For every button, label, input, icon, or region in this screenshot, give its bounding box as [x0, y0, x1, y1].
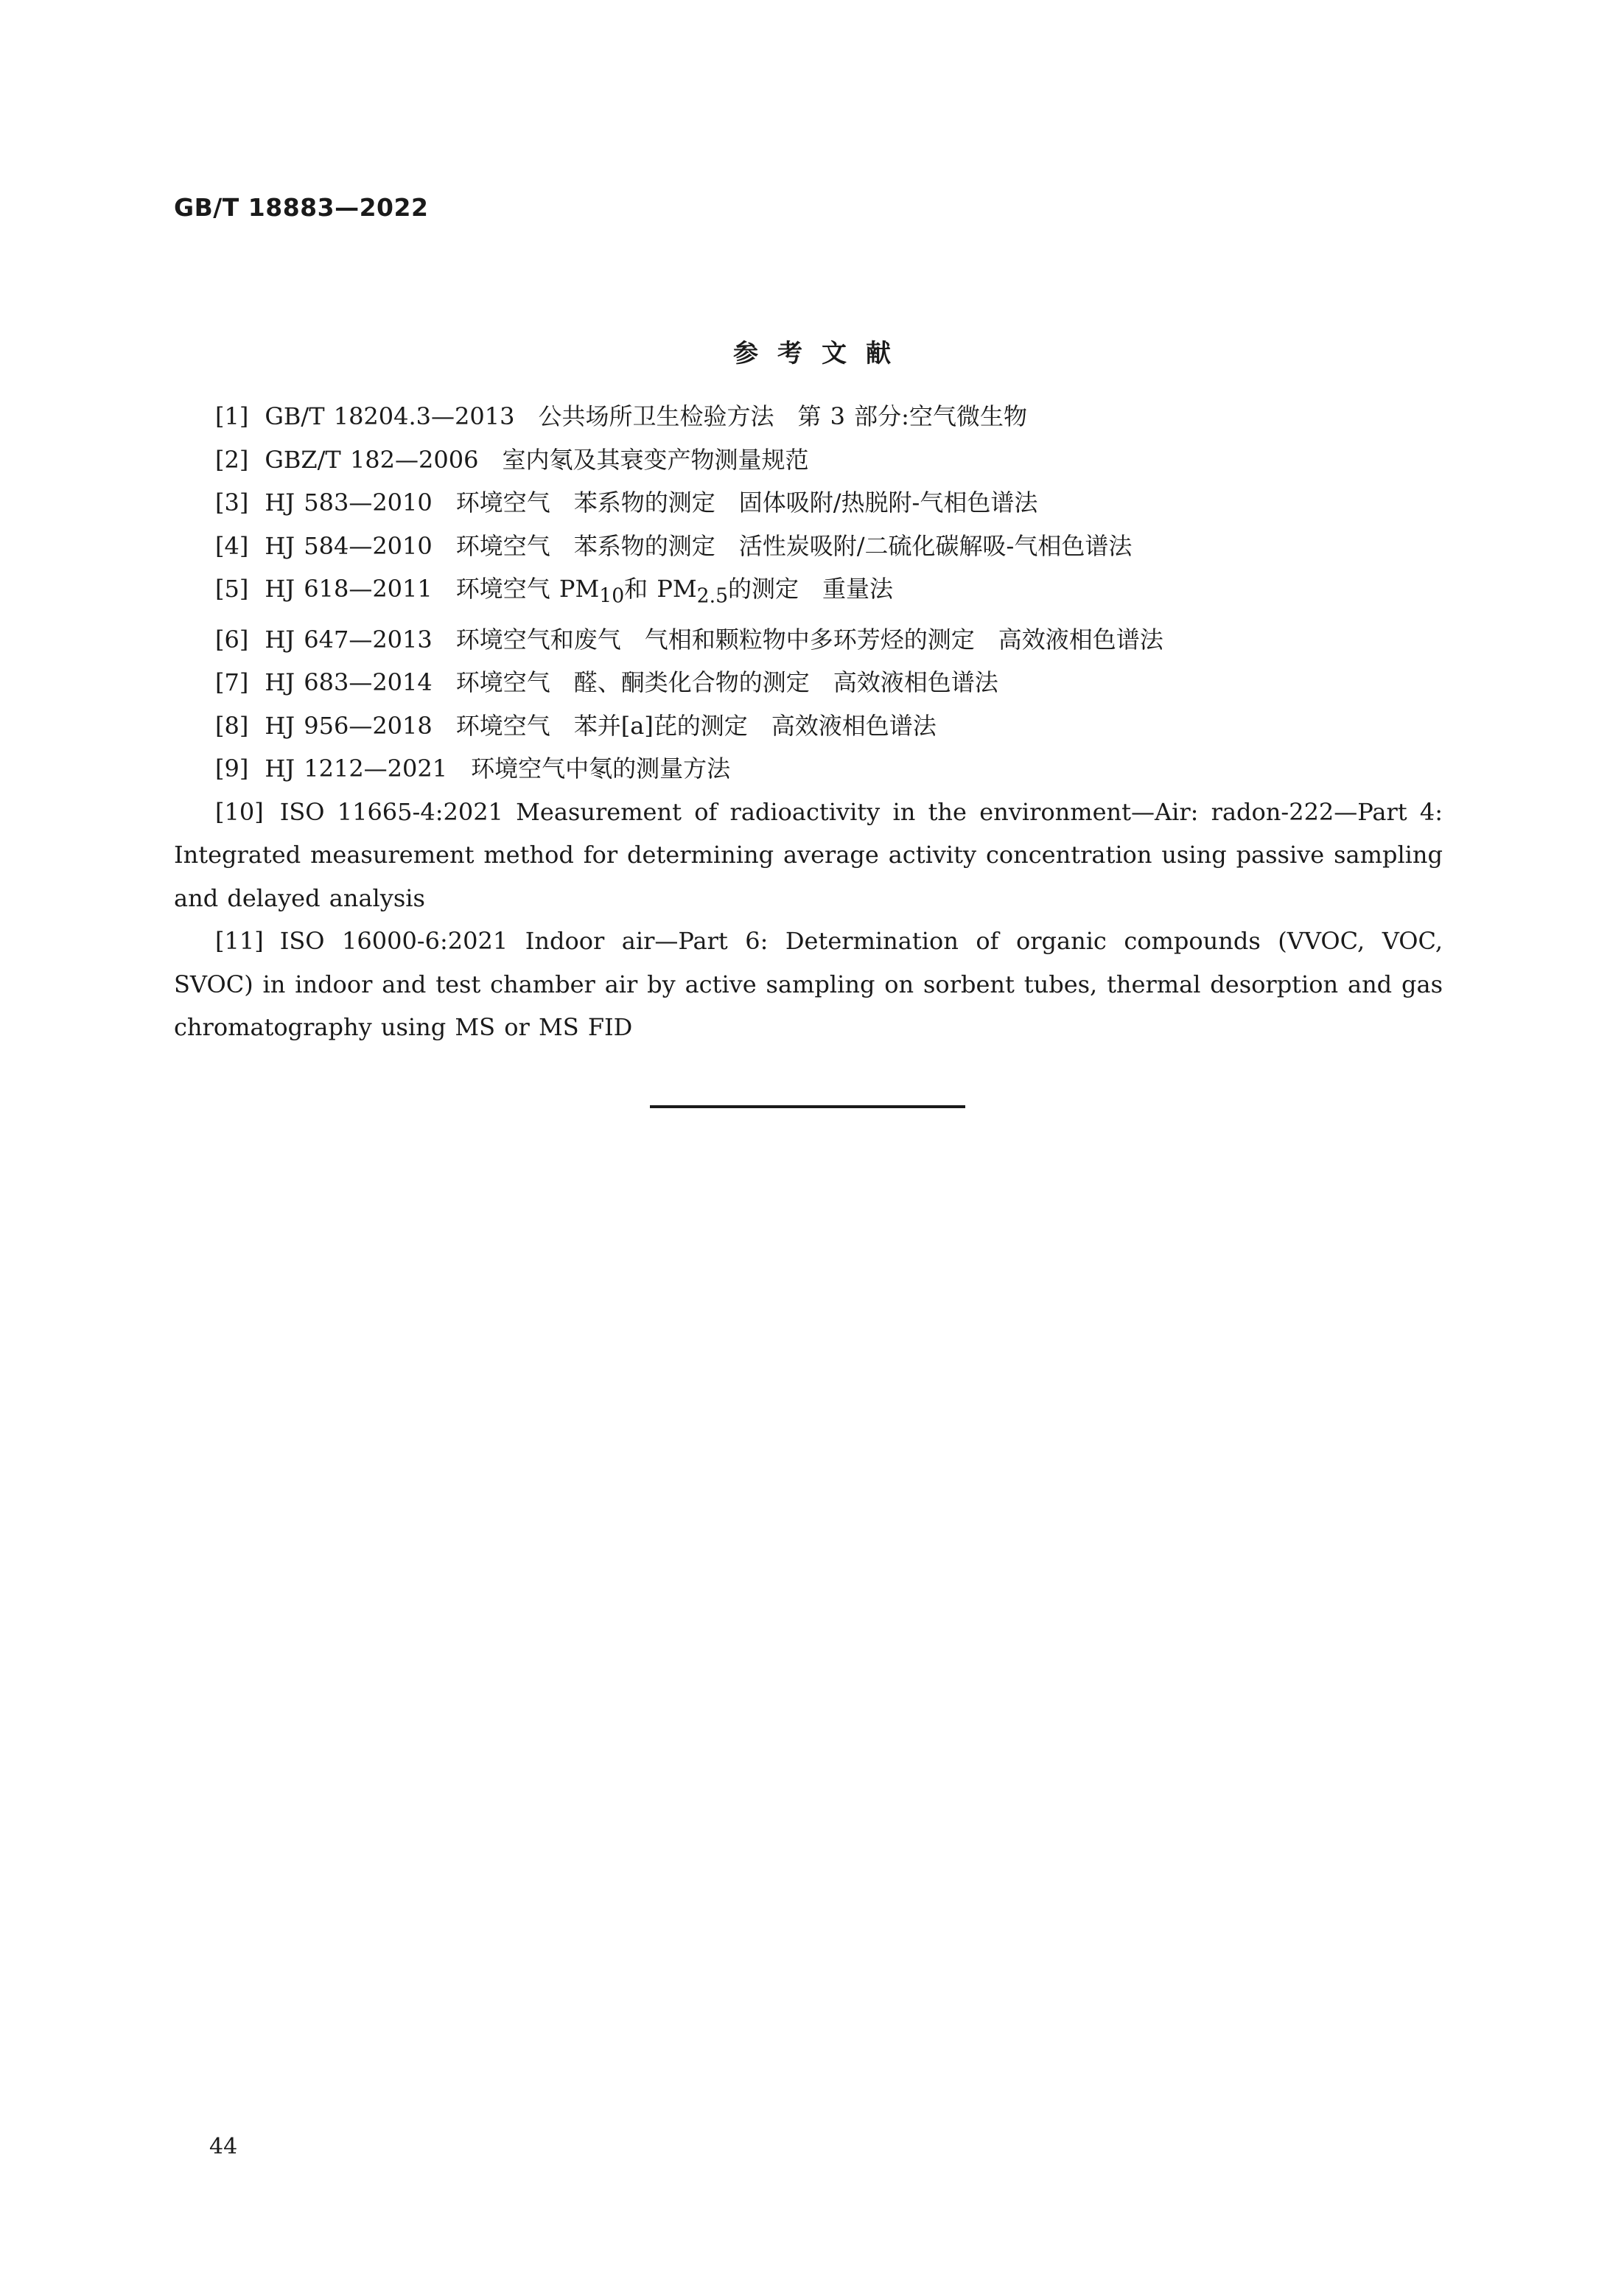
reference-number: [7]	[215, 668, 249, 697]
reference-item-3	[174, 481, 1443, 525]
subscript-pm25: 2.5	[696, 584, 729, 608]
reference-item-1	[174, 395, 1443, 438]
reference-item-10	[174, 791, 1443, 920]
reference-text: GB/T 18204.3—2013 公共场所卫生检验方法 第 3 部分:空气微生物	[265, 402, 1027, 430]
reference-text: HJ 683—2014 环境空气 醛、酮类化合物的测定 高效液相色谱法	[265, 668, 998, 697]
reference-number: [2]	[215, 445, 249, 474]
reference-text: HJ 584—2010 环境空气 苯系物的测定 活性炭吸附/二硫化碳解吸-气相色谱法	[265, 531, 1133, 560]
reference-text: ISO 16000-6:2021 Indoor air—Part 6: Determination of organic compounds (VVOC, VOC, SVOC) in indoor and test chamber air by active sampling on sorbent tubes, thermal desorption and gas chromatography using MS or MS FID	[174, 927, 1443, 1042]
reference-number: [11]	[215, 927, 264, 956]
reference-number: [8]	[215, 711, 249, 740]
reference-text-part: HJ 618—2011 环境空气 PM	[265, 575, 600, 603]
reference-item-9	[174, 747, 1443, 791]
reference-text: GBZ/T 182—2006 室内氡及其衰变产物测量规范	[265, 445, 809, 474]
end-of-document-rule	[650, 1105, 965, 1108]
reference-item-6	[174, 618, 1443, 662]
reference-item-7	[174, 661, 1443, 704]
reference-text: HJ 956—2018 环境空气 苯并[a]芘的测定 高效液相色谱法	[265, 711, 937, 740]
reference-item-4	[174, 525, 1443, 568]
reference-number: [6]	[215, 625, 249, 654]
page-number: 44	[209, 2134, 238, 2160]
reference-number: [1]	[215, 402, 249, 430]
reference-number: [5]	[215, 575, 249, 603]
reference-number: [10]	[215, 797, 264, 826]
subscript-pm10: 10	[599, 584, 625, 608]
reference-list	[174, 395, 1443, 1049]
reference-text: HJ 583—2010 环境空气 苯系物的测定 固体吸附/热脱附-气相色谱法	[265, 489, 1038, 517]
standard-code: GB/T 18883—2022	[174, 193, 429, 222]
reference-text-part: 的测定 重量法	[728, 575, 894, 603]
reference-number: [4]	[215, 531, 249, 560]
reference-text: HJ 1212—2021 环境空气中氡的测量方法	[265, 755, 731, 783]
reference-text-part: 和 PM	[624, 575, 697, 603]
reference-item-5	[174, 567, 1443, 618]
reference-item-2	[174, 438, 1443, 482]
reference-number: [3]	[215, 489, 249, 517]
reference-text	[265, 575, 894, 608]
reference-item-8	[174, 704, 1443, 748]
reference-number: [9]	[215, 755, 249, 783]
section-title: 参考文献	[733, 339, 910, 368]
reference-text: ISO 11665-4:2021 Measurement of radioactivity in the environment—Air: radon-222—Part 4: Integrated measurement method for determining average activity concentration using passive sampling and delayed analysis	[174, 797, 1443, 912]
reference-text: HJ 647—2013 环境空气和废气 气相和颗粒物中多环芳烃的测定 高效液相色谱法	[265, 625, 1163, 654]
reference-item-11	[174, 920, 1443, 1049]
